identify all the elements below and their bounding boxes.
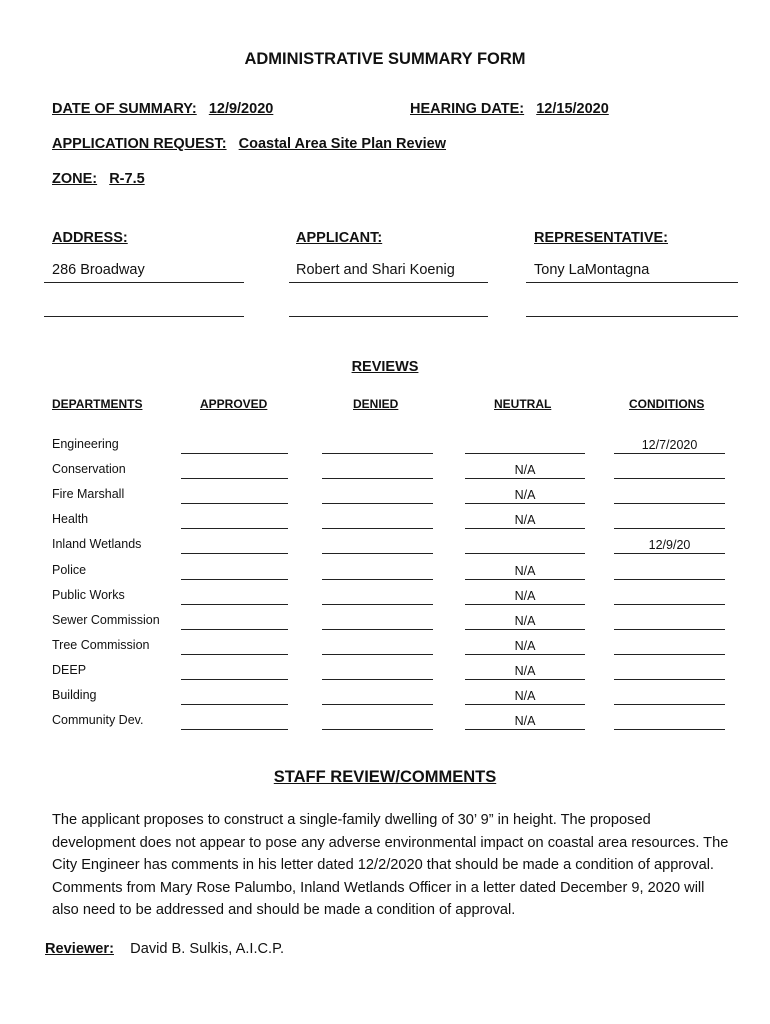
hearing-date-label: HEARING DATE: xyxy=(410,101,525,117)
neutral-cell: N/A xyxy=(514,689,536,703)
neutral-line xyxy=(465,604,585,605)
neutral-cell: N/A xyxy=(514,563,536,578)
conditions-line xyxy=(614,654,725,655)
conditions-line xyxy=(614,478,725,479)
denied-line xyxy=(322,579,433,580)
applicant-line-2 xyxy=(289,316,488,317)
staff-review-title: STAFF REVIEW/COMMENTS xyxy=(273,768,497,786)
approved-line xyxy=(181,553,288,554)
approved-line xyxy=(181,453,288,454)
address-line-1 xyxy=(44,282,244,283)
neutral-line xyxy=(465,654,585,655)
application-request-label: APPLICATION REQUEST: xyxy=(52,136,227,152)
denied-line xyxy=(322,729,433,730)
conditions-line xyxy=(614,629,725,630)
address-value: 286 Broadway xyxy=(52,262,145,278)
reviewer-name: David B. Sulkis, A.I.C.P. xyxy=(130,941,285,957)
department-name: Engineering xyxy=(52,437,119,451)
reviewer-row xyxy=(45,941,284,957)
department-name: Sewer Commission xyxy=(52,612,160,627)
zone-value: R-7.5 xyxy=(109,171,145,187)
conditions-line xyxy=(614,453,725,454)
denied-line xyxy=(322,503,433,504)
denied-line xyxy=(322,679,433,680)
neutral-cell: N/A xyxy=(514,513,536,528)
denied-line xyxy=(322,704,433,705)
staff-comments: The applicant proposes to construct a single-family dwelling of 30’ 9” in height. The proposed development does not appear to pose any adverse environmental impact on coastal area resources. The City Engineer has comments in his letter dated 12/2/2020 that should be made a condition of approval. Comments from Mary Rose Palumbo, Inland Wetlands Officer in a letter dated December 9, 2020 will also need to be addressed and should be made a condition of approval. xyxy=(52,812,729,919)
conditions-line xyxy=(614,679,725,680)
hearing-date-value: 12/15/2020 xyxy=(536,101,609,117)
denied-line xyxy=(322,604,433,605)
approved-line xyxy=(181,629,288,630)
date-of-summary-value: 12/9/2020 xyxy=(208,101,274,117)
representative-label: REPRESENTATIVE: xyxy=(534,230,669,246)
conditions-line xyxy=(614,579,725,580)
reviews-title: REVIEWS xyxy=(351,359,419,375)
neutral-cell: N/A xyxy=(514,488,536,503)
department-name: Conservation xyxy=(52,462,126,477)
conditions-line xyxy=(614,704,725,705)
approved-line xyxy=(181,704,288,705)
department-name: Inland Wetlands xyxy=(52,537,142,552)
representative-line-2 xyxy=(526,316,738,317)
approved-line xyxy=(181,503,288,504)
address-line-2 xyxy=(44,316,244,317)
neutral-cell: N/A xyxy=(514,714,536,729)
reviewer-label: Reviewer: xyxy=(45,941,114,957)
approved-line xyxy=(181,528,288,529)
neutral-cell: N/A xyxy=(514,588,536,603)
department-name: Tree Commission xyxy=(52,637,150,652)
approved-line xyxy=(181,579,288,580)
neutral-line xyxy=(465,528,585,529)
conditions-cell: 12/9/20 xyxy=(648,538,691,553)
denied-line xyxy=(322,654,433,655)
approved-line xyxy=(181,654,288,655)
neutral-line xyxy=(465,629,585,630)
department-name: Fire Marshall xyxy=(52,487,125,502)
representative-line-1 xyxy=(526,282,738,283)
neutral-line xyxy=(465,478,585,479)
applicant-value: Robert and Shari Koenig xyxy=(296,262,455,278)
neutral-cell: N/A xyxy=(514,463,536,478)
approved-line xyxy=(181,604,288,605)
header-neutral: NEUTRAL xyxy=(494,397,552,411)
neutral-line xyxy=(465,453,585,454)
denied-line xyxy=(322,478,433,479)
denied-line xyxy=(322,553,433,554)
address-label: ADDRESS: xyxy=(52,230,128,246)
header-denied: DENIED xyxy=(353,397,399,411)
neutral-cell: N/A xyxy=(514,638,536,653)
date-of-summary-label: DATE OF SUMMARY: xyxy=(52,101,197,117)
zone-row xyxy=(52,171,145,187)
applicant-label: APPLICANT: xyxy=(296,230,383,246)
header-approved: APPROVED xyxy=(200,397,268,411)
applicant-line-1 xyxy=(289,282,488,283)
department-name: Building xyxy=(52,688,97,702)
zone-label: ZONE: xyxy=(52,171,98,187)
header-departments: DEPARTMENTS xyxy=(52,397,143,411)
neutral-line xyxy=(465,553,585,554)
approved-line xyxy=(181,478,288,479)
conditions-line xyxy=(614,729,725,730)
application-request-value: Coastal Area Site Plan Review xyxy=(238,136,447,152)
denied-line xyxy=(322,629,433,630)
denied-line xyxy=(322,453,433,454)
department-name: DEEP xyxy=(52,662,87,677)
department-name: Police xyxy=(52,562,87,577)
application-request-row xyxy=(52,136,446,152)
department-name: Community Dev. xyxy=(52,713,144,728)
conditions-line xyxy=(614,553,725,554)
department-name: Health xyxy=(52,512,89,527)
date-of-summary-row xyxy=(52,101,273,117)
conditions-line xyxy=(614,528,725,529)
approved-line xyxy=(181,729,288,730)
conditions-line xyxy=(614,503,725,504)
hearing-date-row xyxy=(410,101,609,117)
neutral-line xyxy=(465,704,585,705)
approved-line xyxy=(181,679,288,680)
neutral-line xyxy=(465,729,585,730)
neutral-line xyxy=(465,503,585,504)
conditions-line xyxy=(614,604,725,605)
neutral-line xyxy=(465,679,585,680)
department-name: Public Works xyxy=(52,587,125,602)
denied-line xyxy=(322,528,433,529)
conditions-cell: 12/7/2020 xyxy=(641,438,698,452)
neutral-cell: N/A xyxy=(514,663,536,678)
neutral-cell: N/A xyxy=(514,613,536,628)
header-conditions: CONDITIONS xyxy=(629,397,705,411)
form-title: ADMINISTRATIVE SUMMARY FORM xyxy=(244,50,526,68)
neutral-line xyxy=(465,579,585,580)
representative-value: Tony LaMontagna xyxy=(534,262,650,278)
